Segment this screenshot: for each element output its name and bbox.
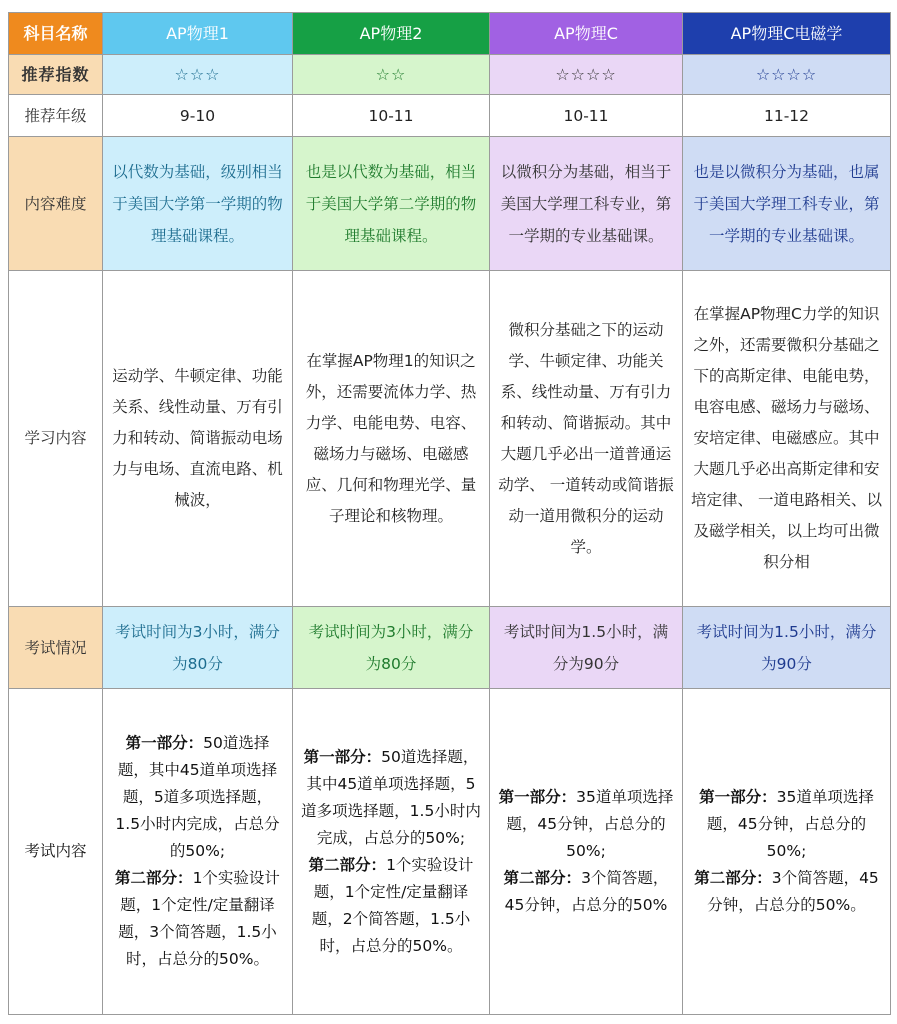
content-ap1: 运动学、牛顿定律、功能关系、线性动量、万有引力和转动、简谐振动电场力与电场、直流电路、机械波， [103,271,293,607]
exam-row [9,607,891,689]
stars-ap1: ☆☆☆ [103,55,293,95]
exam-content-ap2 [293,689,490,1015]
stars-ap2: ☆☆ [293,55,490,95]
part2-label: 第二部分： [308,855,387,874]
difficulty-ap1: 以代数为基础，级别相当于美国大学第一学期的物理基础课程。 [103,137,293,271]
grade-ap1: 9-10 [103,95,293,137]
difficulty-row [9,137,891,271]
apc-part1-text: 35道单项选择题，45分钟，占总分的50%; [506,788,674,860]
grade-apc: 10-11 [490,95,683,137]
part2-label: 第二部分： [694,869,772,887]
exam-content-ap1 [103,689,293,1015]
grade-ap2: 10-11 [293,95,490,137]
part2-label: 第二部分： [115,869,193,887]
stars-label: 推荐指数 [9,55,103,95]
header-row [9,13,891,55]
ap2-part1-text: 50道选择题，其中45道单项选择题，5道多项选择题，1.5小时内完成，占总分的50%; [301,747,481,847]
stars-ape: ☆☆☆☆ [683,55,891,95]
content-label: 学习内容 [9,271,103,607]
exam-ap1: 考试时间为3小时，满分为80分 [103,607,293,689]
content-ap2: 在掌握AP物理1的知识之外，还需要流体力学、热力学、电能电势、电容、磁场力与磁场、电磁感应、几何和物理光学、量子理论和核物理。 [293,271,490,607]
difficulty-apc: 以微积分为基础，相当于美国大学理工科专业，第一学期的专业基础课。 [490,137,683,271]
ap1-part1-text: 50道选择题，其中45道单项选择题，5道多项选择题，1.5小时内完成，占总分的50%; [115,734,280,860]
apc-part2-text: 3个简答题，45分钟，占总分的50% [504,869,669,914]
difficulty-ap2: 也是以代数为基础，相当于美国大学第二学期的物理基础课程。 [293,137,490,271]
exam-ap2: 考试时间为3小时，满分为80分 [293,607,490,689]
content-apc: 微积分基础之下的运动学、牛顿定律、功能关系、线性动量、万有引力和转动、简谐振动。其中大题几乎必出一道普通运动学、 一道转动或简谐振动一道用微积分的运动学。 [490,271,683,607]
part1-label: 第一部分： [699,788,777,806]
part1-label: 第一部分： [498,788,577,806]
grade-label: 推荐年级 [9,95,103,137]
exam-content-ape [683,689,891,1015]
header-ap1: AP物理1 [103,13,293,55]
grade-row [9,95,891,137]
exam-apc: 考试时间为1.5小时，满分为90分 [490,607,683,689]
part1-label: 第一部分： [125,734,204,752]
exam-label: 考试情况 [9,607,103,689]
ap1-part2-text: 1个实验设计题，1个定性/定量翻译题，3个简答题，1.5小时，占总分的50%。 [118,869,280,968]
content-ape: 在掌握AP物理C力学的知识之外，还需要微积分基础之下的高斯定律、电能电势，电容电感、磁场力与磁场、安培定律、电磁感应。其中大题几乎必出高斯定律和安培定律、 一道电路相关、以及磁学相关，以上均可出微积分相 [683,271,891,607]
part2-label: 第二部分： [503,869,582,887]
ape-part1-text: 35道单项选择题，45分钟，占总分的50%; [706,788,874,860]
exam-content-label: 考试内容 [9,689,103,1015]
exam-content-row [9,689,891,1015]
ape-part2-text: 3个简答题，45分钟，占总分的50%。 [707,869,879,914]
exam-content-apc [490,689,683,1015]
part1-label: 第一部分： [303,747,382,766]
stars-apc: ☆☆☆☆ [490,55,683,95]
ap-physics-comparison [8,12,890,1015]
difficulty-ape: 也是以微积分为基础，也属于美国大学理工科专业，第一学期的专业基础课。 [683,137,891,271]
header-label: 科目名称 [9,13,103,55]
difficulty-label: 内容难度 [9,137,103,271]
content-row [9,271,891,607]
ap2-part2-text: 1个实验设计题，1个定性/定量翻译题，2个简答题，1.5小时，占总分的50%。 [311,855,474,955]
grade-ape: 11-12 [683,95,891,137]
exam-ape: 考试时间为1.5小时，满分为90分 [683,607,891,689]
header-apc: AP物理C [490,13,683,55]
stars-row [9,55,891,95]
header-ape: AP物理C电磁学 [683,13,891,55]
header-ap2: AP物理2 [293,13,490,55]
comparison-table [8,12,891,1015]
